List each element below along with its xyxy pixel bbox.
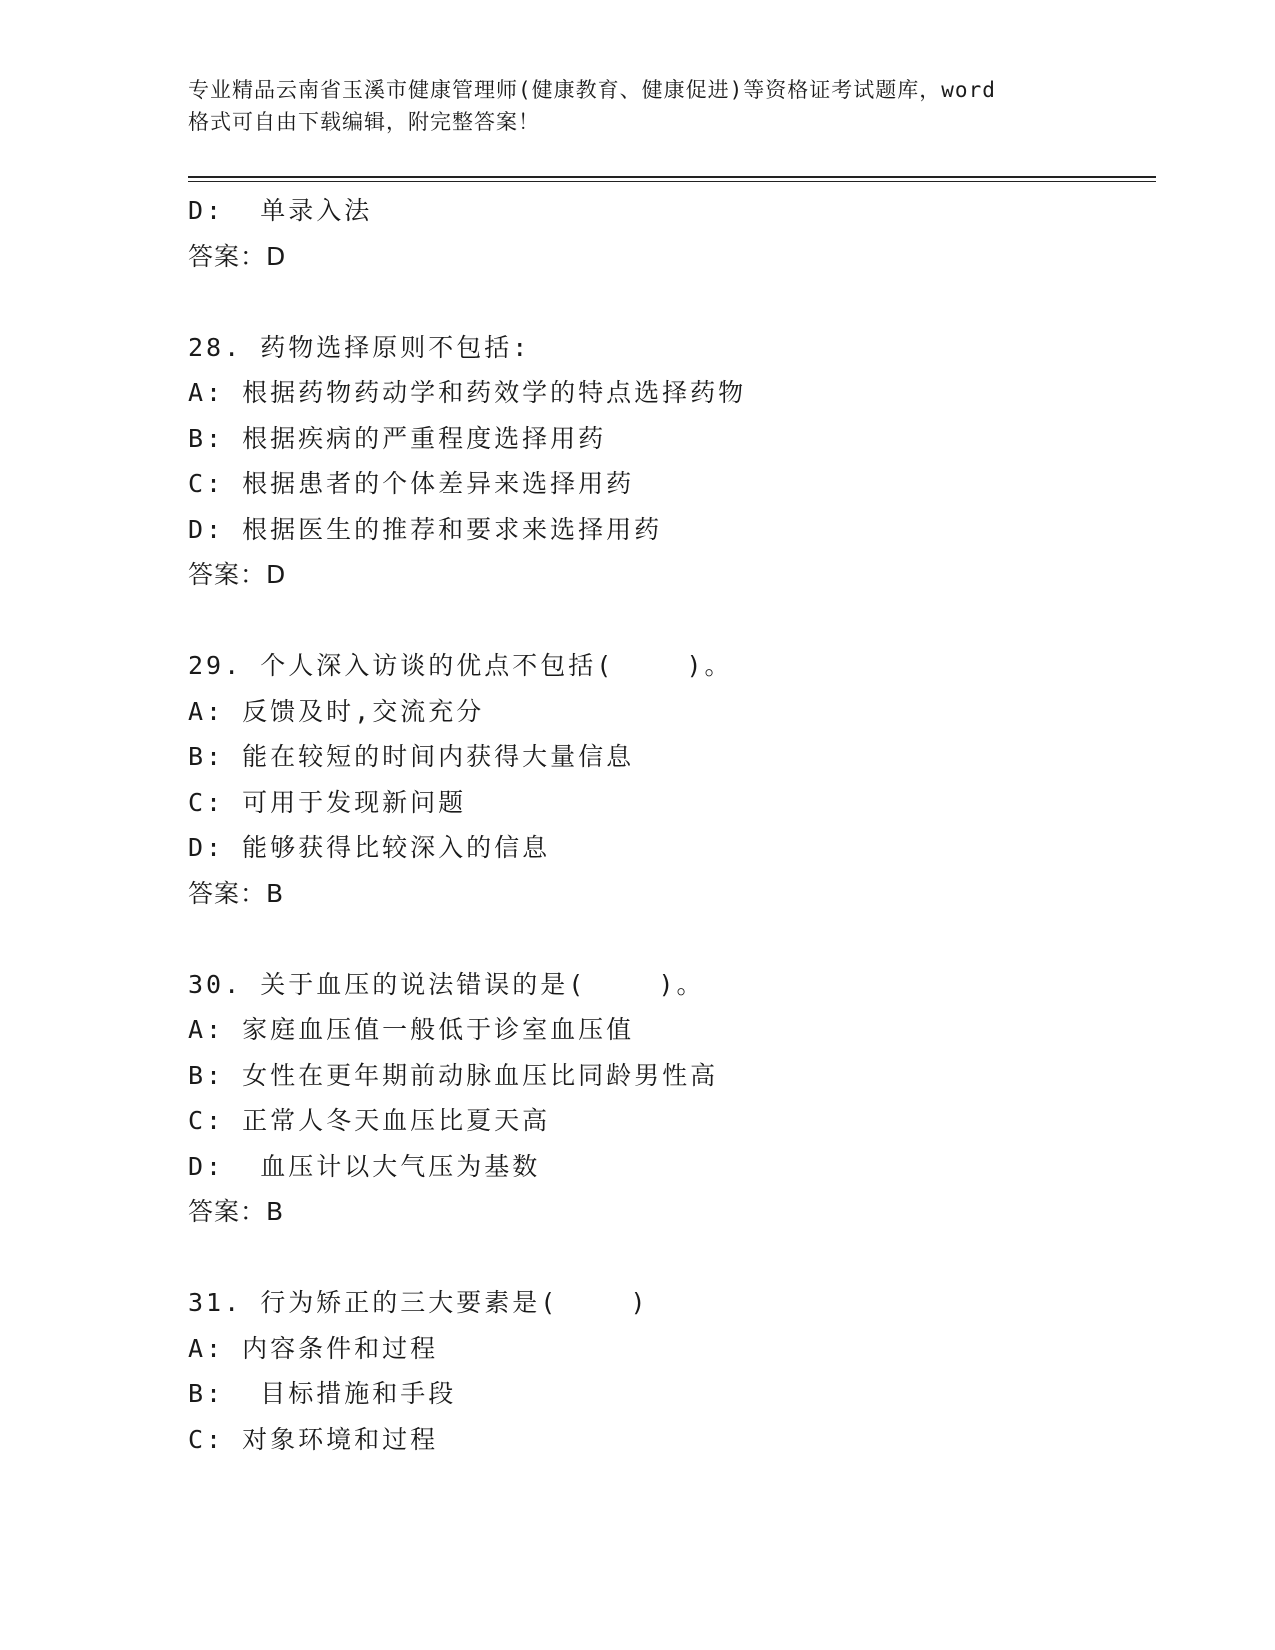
option-a: A: 家庭血压值一般低于诊室血压值 xyxy=(188,1015,635,1044)
question-stem: 29. 个人深入访谈的优点不包括( )。 xyxy=(188,651,733,680)
question-list xyxy=(188,188,1156,1462)
question-stem: 31. 行为矫正的三大要素是( ) xyxy=(188,1288,649,1317)
spacer xyxy=(188,916,1156,962)
option-b: B: 能在较短的时间内获得大量信息 xyxy=(188,742,635,771)
option-c: C: 对象环境和过程 xyxy=(188,1424,439,1454)
option-a: A: 根据药物药动学和药效学的特点选择药物 xyxy=(188,378,747,407)
option-a: A: 内容条件和过程 xyxy=(188,1333,439,1363)
answer-line: 答案：D xyxy=(188,560,287,589)
option-d: D: 能够获得比较深入的信息 xyxy=(188,833,551,862)
question-stem: 28. 药物选择原则不包括: xyxy=(188,332,531,362)
header-line-1: 专业精品云南省玉溪市健康管理师(健康教育、健康促进)等资格证考试题库，word xyxy=(188,78,996,102)
option-d: D: 根据医生的推荐和要求来选择用药 xyxy=(188,514,663,544)
header-line-2: 格式可自由下载编辑，附完整答案！ xyxy=(188,110,540,134)
option-c: C: 根据患者的个体差异来选择用药 xyxy=(188,469,635,498)
document-header xyxy=(188,74,1088,138)
option-b: B: 女性在更年期前动脉血压比同龄男性高 xyxy=(188,1060,719,1090)
option-d: D: 单录入法 xyxy=(188,196,373,225)
option-b: B: 根据疾病的严重程度选择用药 xyxy=(188,423,607,453)
option-a: A: 反馈及时,交流充分 xyxy=(188,696,485,726)
spacer xyxy=(188,598,1156,644)
spacer xyxy=(188,279,1156,325)
answer-line: 答案：B xyxy=(188,878,285,908)
header-divider-thick xyxy=(188,176,1156,178)
option-c: C: 正常人冬天血压比夏天高 xyxy=(188,1106,551,1135)
question-stem: 30. 关于血压的说法错误的是( )。 xyxy=(188,969,705,999)
spacer xyxy=(188,1235,1156,1281)
answer-line: 答案：D xyxy=(188,241,287,271)
header-divider-thin xyxy=(188,181,1156,182)
answer-line: 答案：B xyxy=(188,1197,285,1226)
option-c: C: 可用于发现新问题 xyxy=(188,787,467,817)
option-d: D: 血压计以大气压为基数 xyxy=(188,1151,541,1181)
option-b: B: 目标措施和手段 xyxy=(188,1379,457,1408)
